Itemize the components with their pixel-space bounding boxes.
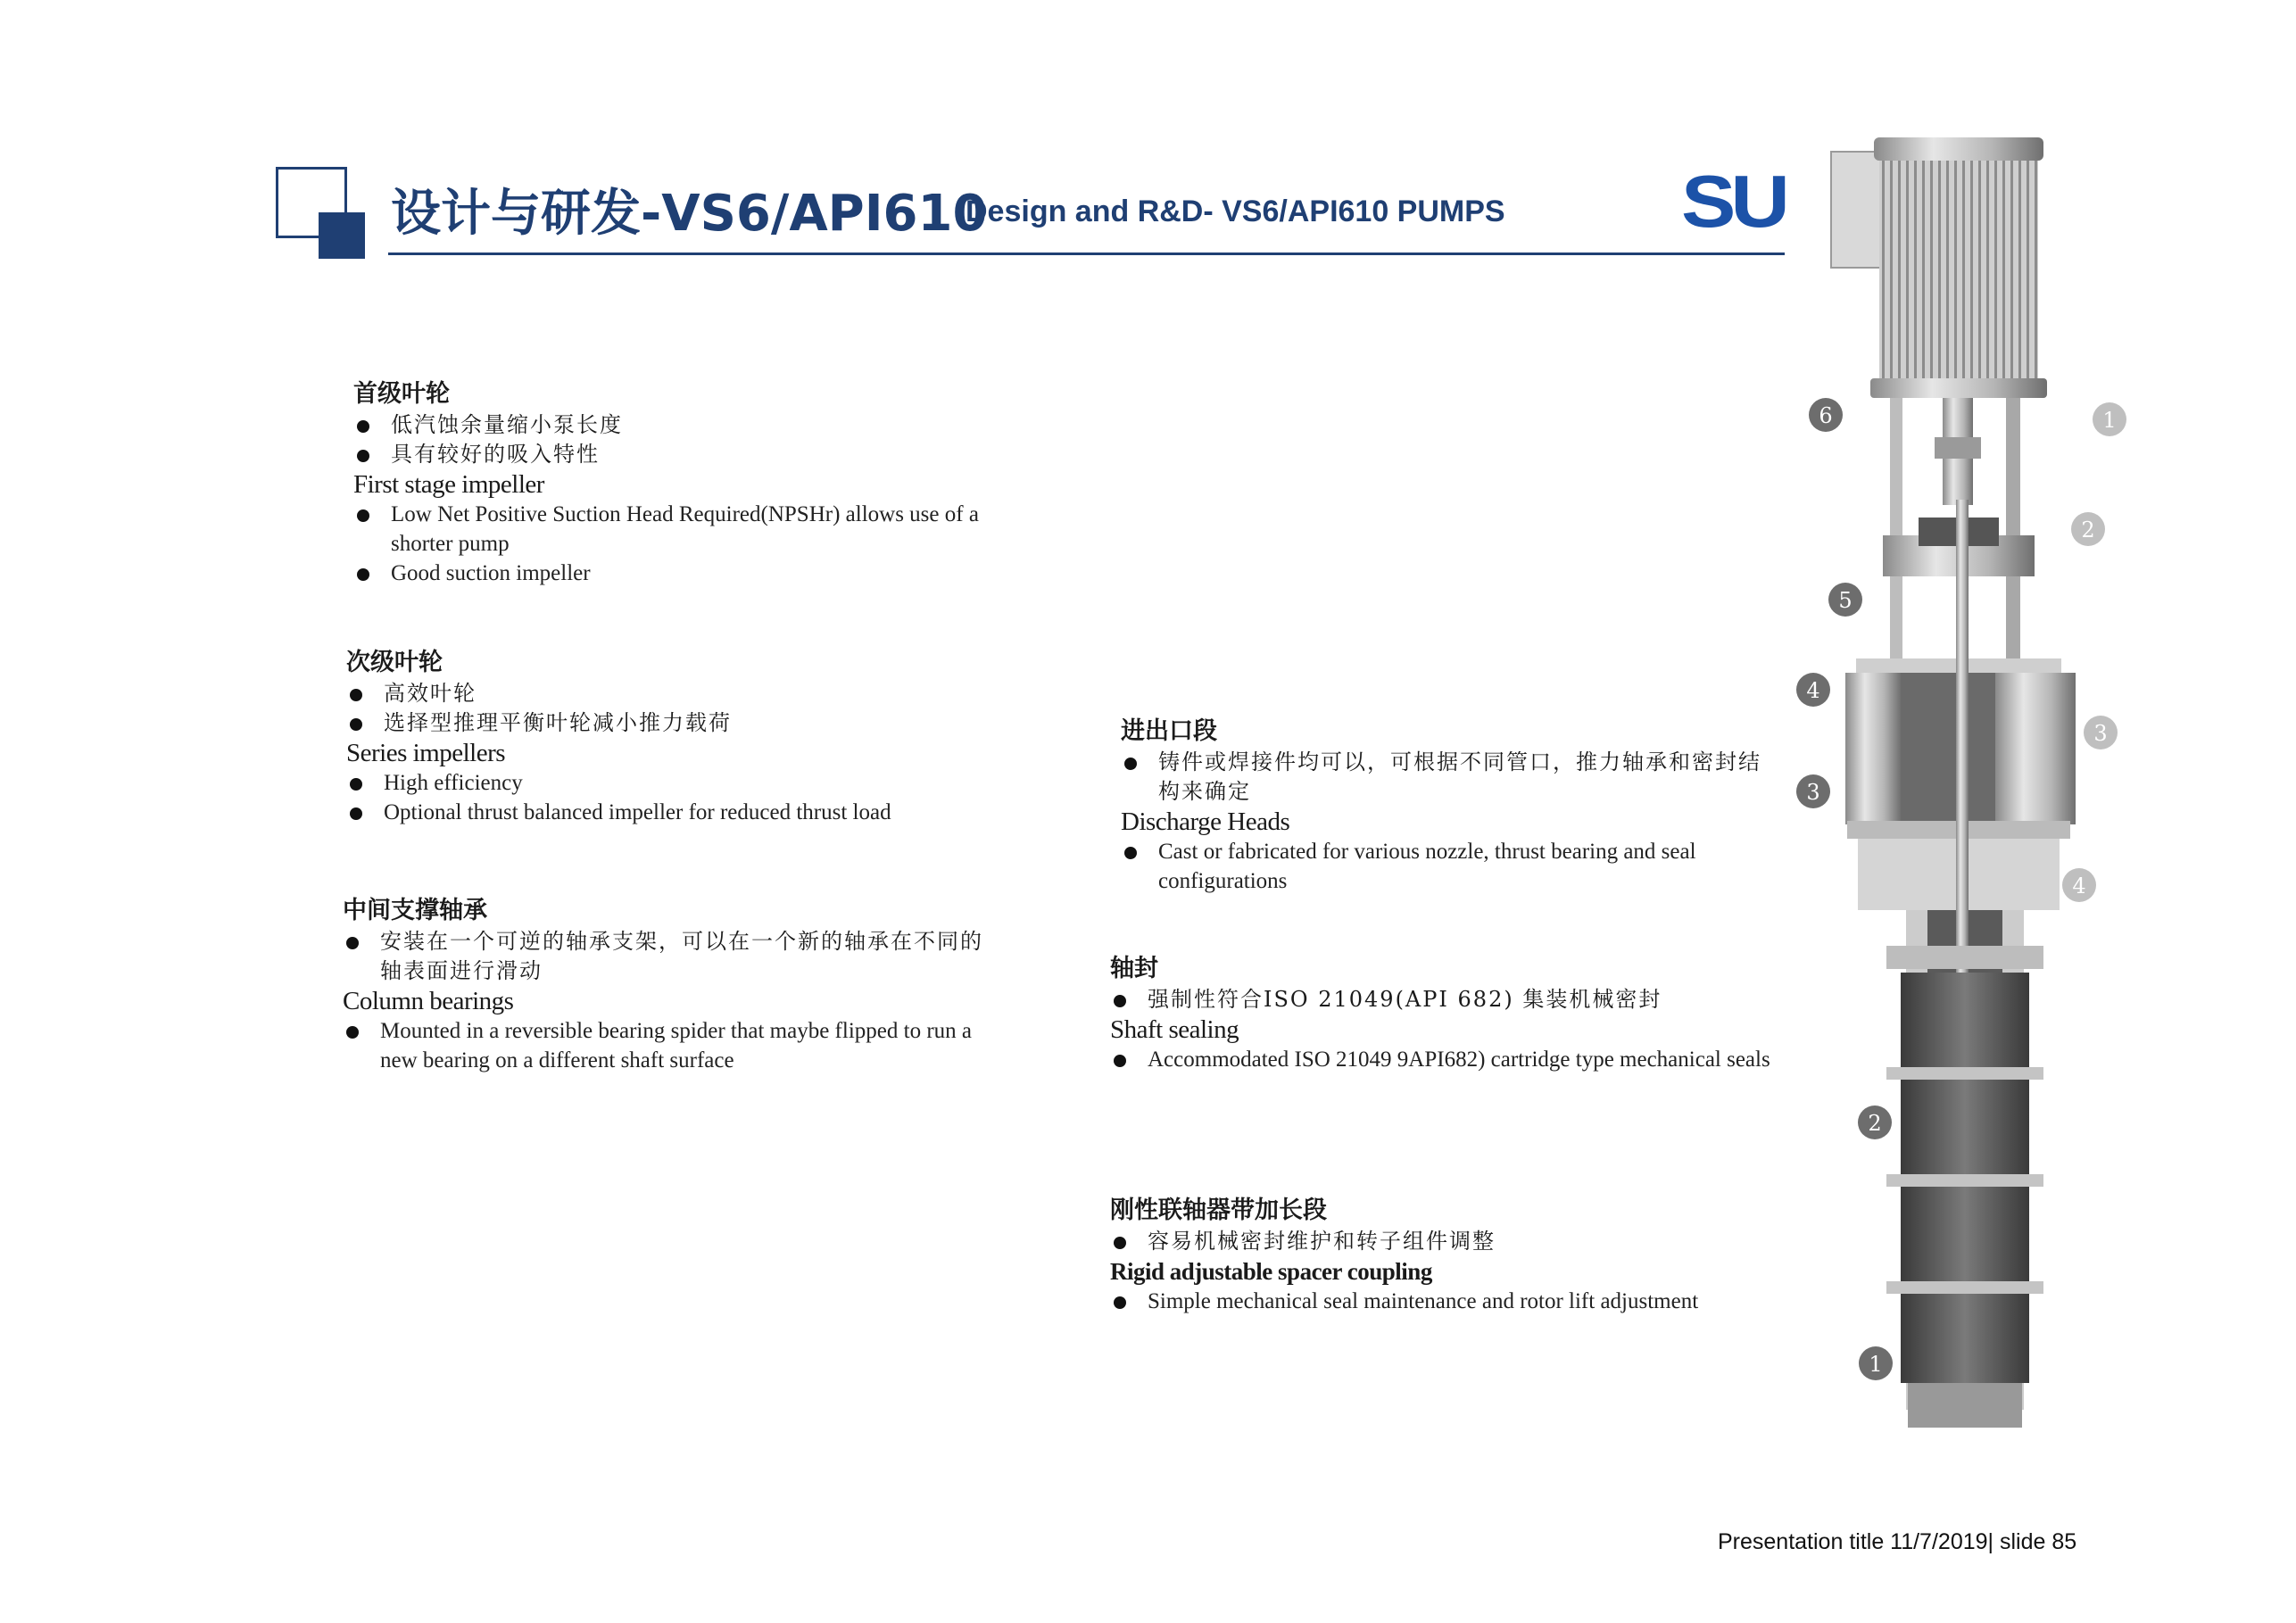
- bullet-list-cn: [1110, 1227, 1770, 1256]
- section-title-en: Series impellers: [346, 739, 506, 767]
- badge-label: 4: [2072, 874, 2086, 898]
- motor: [1831, 137, 2047, 398]
- badge-left-3: [1796, 774, 1830, 808]
- bullet-item: High efficiency: [346, 768, 1024, 798]
- impeller-stages: [1886, 946, 2043, 1428]
- page-title-cn: 设计与研发-VS6/API610: [391, 185, 988, 243]
- page-title-en: Design and R&D- VS6/API610 PUMPS: [966, 195, 1505, 228]
- bullet-item: 具有较好的吸入特性: [353, 440, 1032, 469]
- bullet-item: Mounted in a reversible bearing spider that maybe flipped to run a new bearing on a different shaft surface: [343, 1016, 994, 1075]
- section-shaft: [1110, 953, 1770, 1074]
- bullet-item: 容易机械密封维护和转子组件调整: [1110, 1227, 1770, 1256]
- section-title-en: Shaft sealing: [1110, 1015, 1239, 1044]
- badge-left-5: [1828, 583, 1862, 617]
- header-divider: [388, 253, 1785, 255]
- pump-illustration: [1794, 125, 2133, 1463]
- section-title-cn: 进出口段: [1121, 717, 1217, 745]
- badge-label: 2: [1868, 1111, 1882, 1136]
- section-title-en: First stage impeller: [353, 470, 544, 499]
- bullet-item: 选择型推理平衡叶轮减小推力载荷: [346, 708, 1024, 738]
- slide-footer: Presentation title 11/7/2019| slide 85: [1718, 1529, 2077, 1554]
- section-title-en: Rigid adjustable spacer coupling: [1110, 1258, 1432, 1285]
- bullet-list-en: [346, 768, 1024, 827]
- section-series: [346, 647, 1024, 827]
- bullet-item: Cast or fabricated for various nozzle, thrust bearing and seal configurations: [1121, 837, 1781, 896]
- badge-label: 6: [1819, 403, 1833, 428]
- bullet-item: Accommodated ISO 21049 9API682) cartridge type mechanical seals: [1110, 1045, 1770, 1074]
- bullet-item: 安装在一个可逆的轴承支架，可以在一个新的轴承在不同的轴表面进行滑动: [343, 927, 994, 986]
- bullet-list-cn: [343, 927, 994, 986]
- badge-label: 5: [1838, 588, 1853, 613]
- section-title-cn: 首级叶轮: [353, 380, 450, 408]
- badge-label: 1: [1869, 1352, 1883, 1377]
- bullet-list-en: [343, 1016, 994, 1075]
- section-column: [343, 895, 994, 1075]
- badge-right-2: [2071, 512, 2105, 546]
- bullet-list-en: [1110, 1287, 1770, 1316]
- bullet-item: Optional thrust balanced impeller for reduced thrust load: [346, 798, 1024, 827]
- brand-logo: SU: [1681, 161, 1785, 243]
- badge-label: 4: [1806, 678, 1820, 703]
- bullet-list-cn: [353, 410, 1032, 469]
- section-discharge: [1121, 716, 1781, 896]
- section-coupling: [1110, 1195, 1770, 1316]
- section-title-cn: 轴封: [1110, 955, 1158, 982]
- badge-label: 2: [2081, 518, 2095, 542]
- bullet-item: 低汽蚀余量缩小泵长度: [353, 410, 1032, 440]
- bullet-list-cn: [346, 679, 1024, 738]
- badge-label: 1: [2102, 408, 2117, 433]
- bullet-item: 铸件或焊接件均可以，可根据不同管口，推力轴承和密封结构来确定: [1121, 748, 1781, 807]
- badge-left-6: [1809, 398, 1843, 432]
- bullet-list-en: [1110, 1045, 1770, 1074]
- badge-label: 3: [1806, 780, 1820, 805]
- section-first-stage: [353, 378, 1032, 588]
- header-square-filled: [319, 212, 365, 259]
- section-title-cn: 次级叶轮: [346, 649, 443, 676]
- badge-right-1: [2093, 402, 2126, 436]
- bullet-item: 强制性符合ISO 21049(API 682) 集装机械密封: [1110, 985, 1770, 1014]
- bullet-list-en: [353, 500, 1032, 588]
- badge-right-3: [2084, 716, 2118, 749]
- badge-left-4: [1796, 673, 1830, 707]
- badge-left-2: [1858, 1105, 1892, 1139]
- section-title-cn: 中间支撑轴承: [343, 897, 487, 924]
- section-title-cn: 刚性联轴器带加长段: [1110, 1197, 1327, 1224]
- bullet-list-cn: [1110, 985, 1770, 1014]
- bullet-list-en: [1121, 837, 1781, 896]
- badge-left-1: [1859, 1346, 1893, 1380]
- bullet-item: 高效叶轮: [346, 679, 1024, 708]
- section-title-en: Column bearings: [343, 987, 514, 1015]
- badge-right-4: [2062, 868, 2096, 902]
- badge-label: 3: [2093, 721, 2108, 746]
- bullet-item: Simple mechanical seal maintenance and rotor lift adjustment: [1110, 1287, 1770, 1316]
- section-title-en: Discharge Heads: [1121, 807, 1290, 836]
- bullet-item: Low Net Positive Suction Head Required(NPSHr) allows use of a shorter pump: [353, 500, 1032, 559]
- bullet-list-cn: [1121, 748, 1781, 807]
- bullet-item: Good suction impeller: [353, 559, 1032, 588]
